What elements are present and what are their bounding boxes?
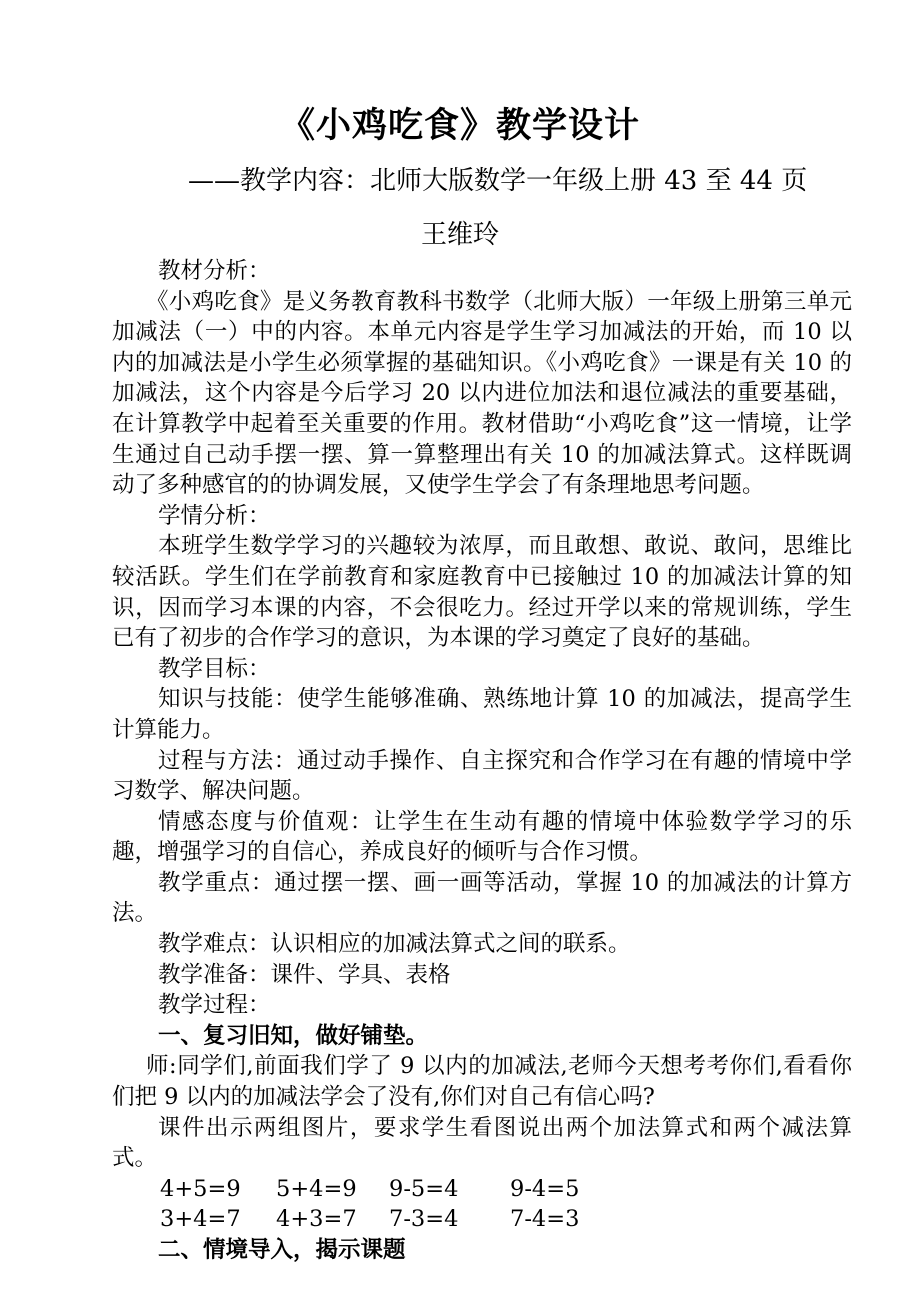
paragraph-preparation: 教学准备：课件、学具、表格 xyxy=(158,961,451,988)
document-title: 《小鸡吃食》教学设计 xyxy=(279,105,640,146)
document-author: 王维玲 xyxy=(420,220,499,250)
equation: 5+4=9 xyxy=(276,1175,357,1202)
section-heading-textbook: 教材分析： xyxy=(158,258,271,284)
step-heading-intro: 二、情境导入，揭示课题 xyxy=(158,1237,406,1263)
equation-row-1 xyxy=(112,1174,852,1205)
equation: 3+4=7 xyxy=(160,1206,241,1233)
document-subtitle: ——教学内容：北师大版数学一年级上册 43 至 44 页 xyxy=(188,166,808,196)
step-heading-review: 一、复习旧知，做好铺垫。 xyxy=(158,1022,429,1049)
section-heading-goals: 教学目标： xyxy=(158,655,271,682)
paragraph-teacher-speech: 师:同学们,前面我们学了 9 以内的加减法,老师今天想考考你们,看看你们把 9 以内的加减法学会了没有,你们对自己有信心吗? xyxy=(112,1053,852,1111)
paragraph-slide-task: 课件出示两组图片，要求学生看图说出两个加法算式和两个减法算式。 xyxy=(112,1114,852,1172)
paragraph-goal-emotion: 情感态度与价值观：让学生在生动有趣的情境中体验数学学习的乐趣，增强学习的自信心，养成良好的倾听与合作习惯。 xyxy=(112,808,852,866)
section-heading-students: 学情分析： xyxy=(158,502,271,529)
paragraph-students-analysis: 本班学生数学学习的兴趣较为浓厚，而且敢想、敢说、敢问，思维比较活跃。学生们在学前教育和家庭教育中已接触过 10 的加减法计算的知识，因而学习本课的内容，不会很吃力。经过开学以来的常规训练，学生已有了初步的合作学习的意识，为本课的学习奠定了良好的基础。 xyxy=(112,533,852,652)
equation: 4+3=7 xyxy=(276,1206,357,1233)
paragraph-difficulty: 教学难点：认识相应的加减法算式之间的联系。 xyxy=(158,931,631,958)
paragraph-goal-knowledge: 知识与技能：使学生能够准确、熟练地计算 10 的加减法，提高学生计算能力。 xyxy=(112,686,852,743)
equation: 9-4=5 xyxy=(510,1175,580,1202)
equation: 7-4=3 xyxy=(510,1206,580,1233)
equation: 7-3=4 xyxy=(389,1206,459,1233)
document-body xyxy=(112,256,852,1266)
section-heading-process: 教学过程： xyxy=(158,992,271,1019)
paragraph-key-point: 教学重点：通过摆一摆、画一画等活动，掌握 10 的加减法的计算方法。 xyxy=(112,869,852,927)
equation: 4+5=9 xyxy=(160,1175,241,1202)
equation-row-2 xyxy=(112,1204,852,1235)
paragraph-textbook-analysis: 《小鸡吃食》是义务教育教科书数学（北师大版）一年级上册第三单元加减法（一）中的内容。本单元内容是学生学习加减法的开始，而 10 以内的加减法是小学生必须掌握的基础知识。《小鸡吃食》一课是有关 10 的加减法，这个内容是今后学习 20 以内进位加法和退位减法的重要基础，在计算教学中起着至关重要的作用。教材借助“小鸡吃食”这一情境，让学生通过自己动手摆一摆、算一算整理出有关 10 的加减法算式。这样既调动了多种感官的的协调发展，又使学生学会了有条理地思考问题。 xyxy=(112,288,852,499)
equation: 9-5=4 xyxy=(389,1175,459,1202)
paragraph-goal-process: 过程与方法：通过动手操作、自主探究和合作学习在有趣的情境中学习数学、解决问题。 xyxy=(112,747,852,805)
